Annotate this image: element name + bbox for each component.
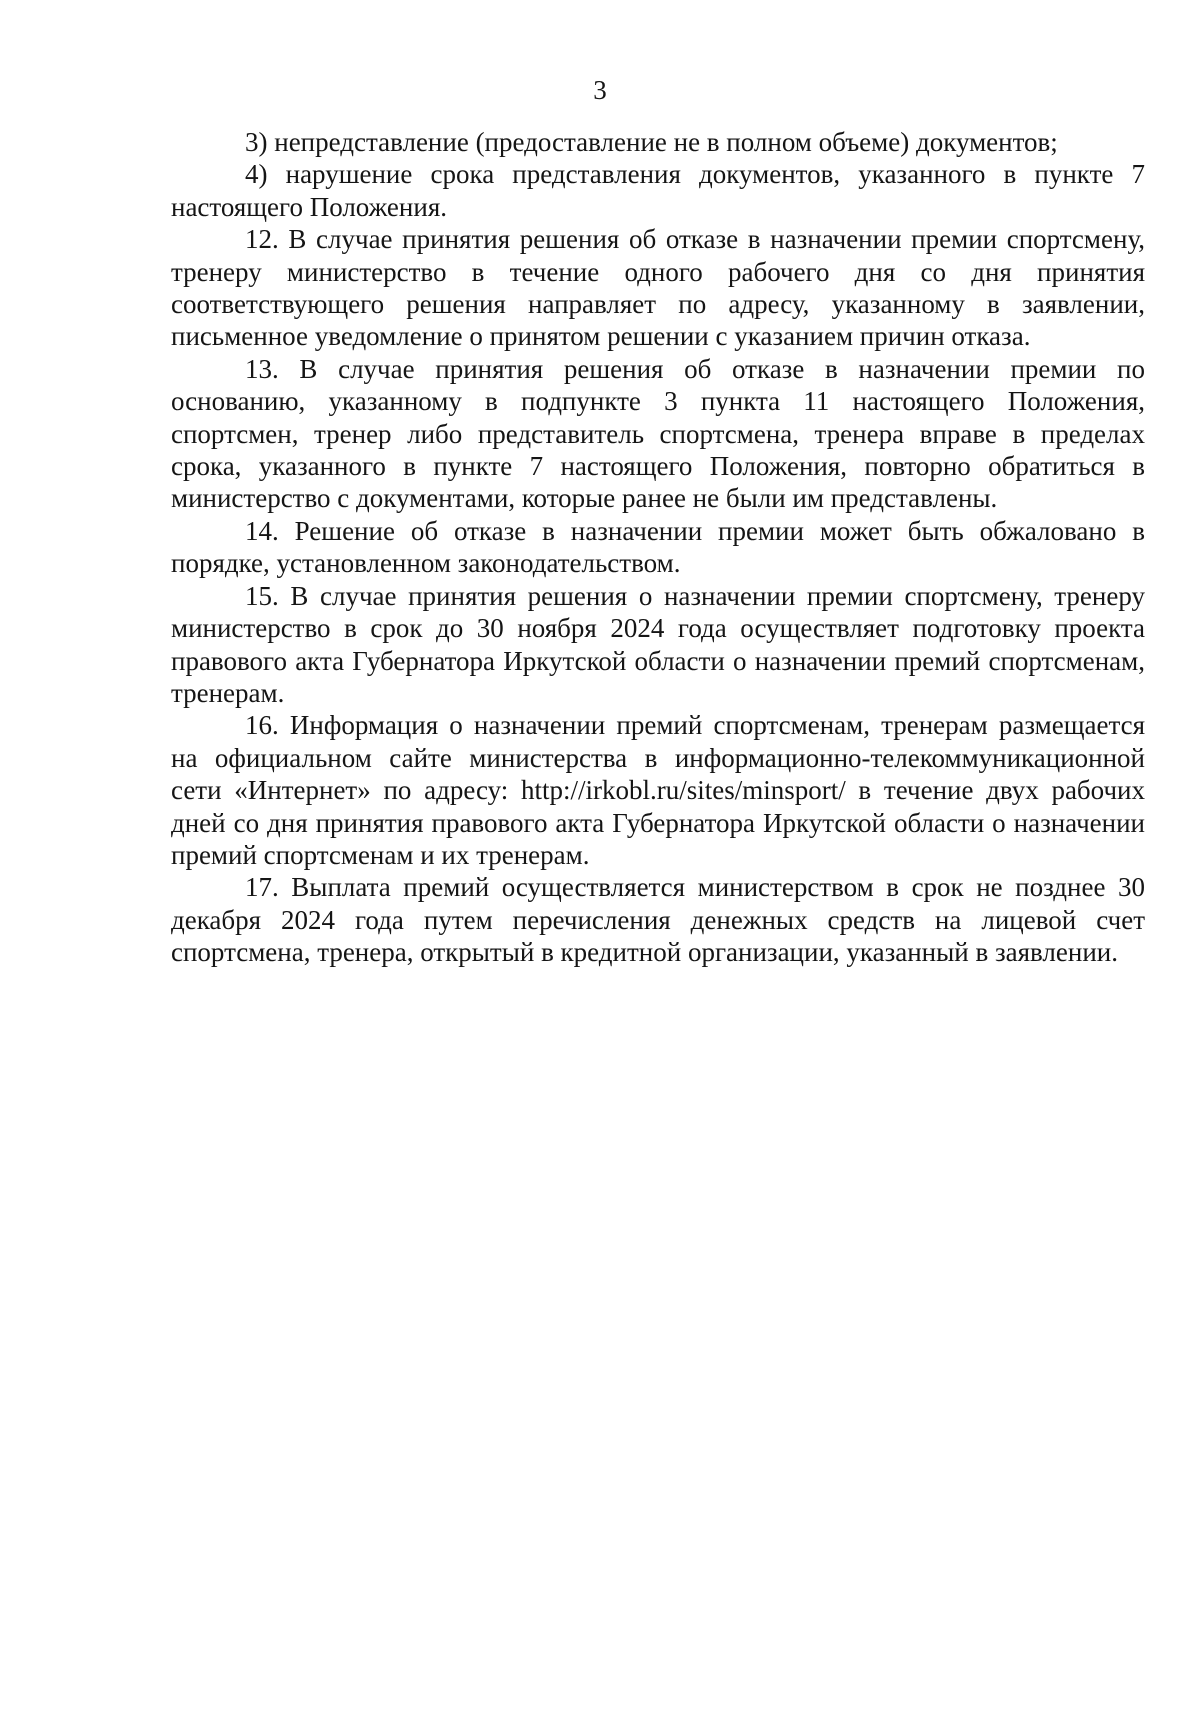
document-body [171, 126, 1145, 969]
paragraph-item-4: 4) нарушение срока представления документов, указанного в пункте 7 настоящего Положения. [171, 159, 1145, 222]
paragraph-17: 17. Выплата премий осуществляется министерством в срок не позднее 30 декабря 2024 года путем перечисления денежных средств на лицевой счет спортсмена, тренера, открытый в кредитной организации, указанный в заявлении. [171, 872, 1145, 968]
paragraph-14: 14. Решение об отказе в назначении премии может быть обжаловано в порядке, установленном законодательством. [171, 515, 1145, 579]
paragraph-16: 16. Информация о назначении премий спортсменам, тренерам размещается на официальном сайте министерства в информационно-телекоммуникационной сети «Интернет» по адресу: http://irkobl.ru/sites/minsport/ в течение двух рабочих дней со дня принятия правового акта Губернатора Иркутской области о назначении премий спортсменам и их тренерам. [171, 710, 1145, 870]
paragraph-item-3: 3) непредставление (предоставление не в полном объеме) документов; [245, 127, 1058, 157]
paragraph-13: 13. В случае принятия решения об отказе в назначении премии по основанию, указанному в подпункте 3 пункта 11 настоящего Положения, спортсмен, тренер либо представитель спортсмена, тренера вправе в пределах срока, указанного в пункте 7 настоящего Положения, повторно обратиться в министерство с документами, которые ранее не были им представлены. [171, 353, 1145, 514]
page-number: 3 [593, 75, 607, 105]
paragraph-12: 12. В случае принятия решения об отказе в назначении премии спортсмену, тренеру министерство в течение одного рабочего дня со дня принятия соответствующего решения направляет по адресу, указанному в заявлении, письменное уведомление о принятом решении с указанием причин отказа. [171, 224, 1145, 352]
paragraph-15: 15. В случае принятия решения о назначении премии спортсмену, тренеру министерство в срок до 30 ноября 2024 года осуществляет подготовку проекта правового акта Губернатора Иркутской области о назначении премий спортсменам, тренерам. [171, 580, 1145, 708]
